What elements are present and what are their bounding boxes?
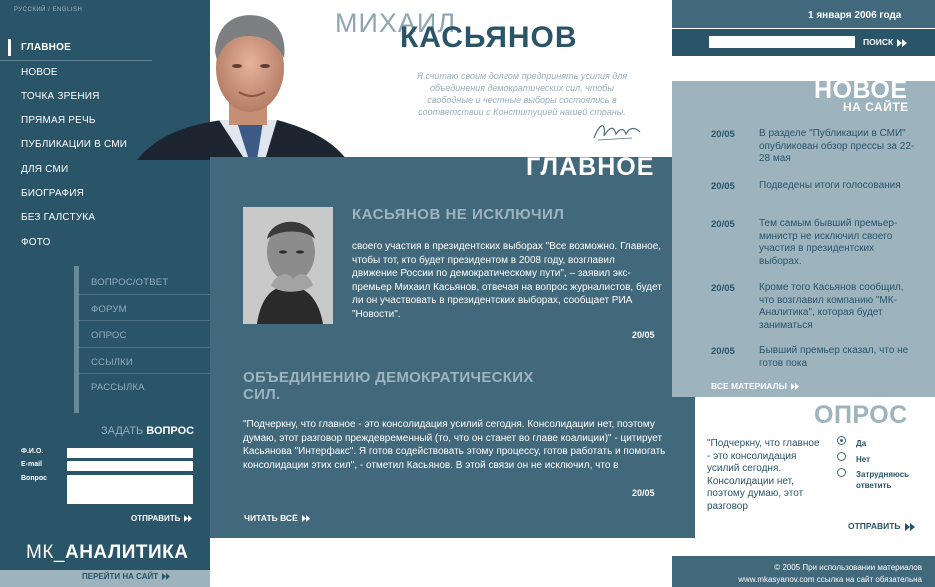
subnav-divider	[79, 373, 210, 374]
nav-item-for-media[interactable]: ДЛЯ СМИ	[21, 164, 69, 175]
poll-send-label: ОТПРАВИТЬ	[848, 521, 901, 531]
fio-field[interactable]	[67, 448, 193, 458]
article2-date: 20/05	[632, 488, 655, 498]
subnav-divider	[79, 294, 210, 295]
article2-text: "Подчеркну, что главное - это консолидация усилий сегодня. Консолидации нет, поэтому думаю, этот разговор преждевременный (то, что он станет во главе коалиции)" - цитирует Касьянова "Интерфакс". Я готов содействовать этому процессу, готов работать и помогать консолидации этих сил", - отметил Касьянов. В этой связи он не исключил, что в	[243, 419, 666, 471]
poll-title: ОПРОС	[814, 401, 908, 429]
news-title: НОВОЕ	[814, 76, 908, 104]
ask-question-title	[101, 425, 194, 437]
poll-radio-unsure[interactable]	[837, 468, 846, 477]
news-item-date: 20/05	[711, 219, 735, 230]
header-first-name: МИХАИЛ	[335, 8, 457, 38]
header-quote: Я считаю своим долгом предпринять усилия для объединения демократических сил, чтобы свободные и честные выборы состоялись в соответствии с Конституцией нашей страны.	[416, 71, 628, 117]
fio-label: Ф.И.О.	[21, 448, 44, 455]
poll-question: "Подчеркну, что главное - это консолидация усилий сегодня. Консолидации нет, поэтому думаю, этот разговор	[707, 438, 820, 512]
article1-title[interactable]: КАСЬЯНОВ НЕ ИСКЛЮЧИЛ	[352, 206, 565, 223]
ask-title-light: ЗАДАТЬ	[101, 425, 147, 437]
double-arrow-icon	[897, 39, 908, 47]
article1-date: 20/05	[632, 330, 655, 340]
go-site-link[interactable]	[82, 572, 171, 581]
search-input[interactable]	[709, 36, 855, 48]
double-arrow-icon	[791, 383, 800, 390]
ask-send-button[interactable]	[131, 514, 193, 523]
read-all-label: ЧИТАТЬ ВСЁ	[244, 513, 298, 523]
email-label: E-mail	[21, 461, 43, 468]
poll-option-unsure[interactable]: Затрудняюсь ответить	[856, 470, 910, 490]
ask-title-bold: ВОПРОС	[146, 425, 195, 437]
double-arrow-icon	[162, 573, 171, 580]
go-site-label: ПЕРЕЙТИ НА САЙТ	[82, 572, 159, 581]
ask-send-label: ОТПРАВИТЬ	[131, 514, 181, 523]
radio-dot-icon	[840, 439, 843, 442]
question-label: Вопрос	[21, 475, 47, 482]
header-last-name: КАСЬЯНОВ	[400, 21, 578, 54]
signature-icon	[592, 118, 642, 144]
article2-title[interactable]: ОБЪЕДИНЕНИЮ ДЕМОКРАТИЧЕСКИХ СИЛ.	[243, 369, 534, 403]
subnav-divider	[79, 347, 210, 348]
current-date: 1 января 2006 года	[808, 10, 902, 21]
article1-text: своего участия в президентских выборах "Все возможно. Главное, чтобы тот, кто будет президентом в 2008 году, возглавил движение России по демократическому пути", – заявил экс-премьер Михаил Касьянов, отвечая на вопрос журналистов, будет ли он участвовать в президентских выборах, сообщает РИА "Новости".	[352, 241, 662, 320]
nav-divider	[0, 60, 152, 61]
footer-line1: © 2005 При использовании материалов	[774, 563, 922, 572]
active-nav-marker	[8, 39, 11, 56]
poll-radio-yes[interactable]	[837, 436, 846, 445]
subnav-item-mailing[interactable]: РАССЫЛКА	[91, 382, 145, 393]
mk-logo-prefix: МК_	[26, 542, 65, 563]
double-arrow-icon	[184, 515, 193, 522]
mk-logo-name: АНАЛИТИКА	[64, 542, 189, 563]
nav-item-biography[interactable]: БИОГРАФИЯ	[21, 188, 85, 199]
nav-item-photo[interactable]: ФОТО	[21, 237, 51, 248]
subnav-divider	[79, 320, 210, 321]
news-item-text[interactable]: Кроме того Касьянов сообщил, что возглавил компанию "МК-Аналитика", которая будет заниматься	[759, 282, 904, 331]
subnav-item-qa[interactable]: ВОПРОС/ОТВЕТ	[91, 277, 169, 288]
nav-item-direct-speech[interactable]: ПРЯМАЯ РЕЧЬ	[21, 115, 96, 126]
email-field[interactable]	[67, 461, 193, 471]
news-item-date: 20/05	[711, 346, 735, 357]
search-button[interactable]	[863, 37, 908, 47]
mk-analytics-logo[interactable]	[26, 542, 188, 564]
subnav-bar	[74, 266, 79, 413]
double-arrow-icon	[905, 523, 916, 531]
main-section-title: ГЛАВНОЕ	[526, 153, 655, 181]
footer-line2: www.mkasyanov.com ссылка на сайт обязательна	[738, 575, 922, 584]
double-arrow-icon	[302, 515, 311, 522]
nav-item-no-tie[interactable]: БЕЗ ГАЛСТУКА	[21, 212, 96, 223]
footer-copyright	[680, 562, 922, 586]
subnav-item-forum[interactable]: ФОРУМ	[91, 304, 127, 315]
nav-item-new[interactable]: НОВОЕ	[21, 67, 58, 78]
news-item-text[interactable]: Подведены итоги голосования	[759, 180, 901, 191]
portrait-photo	[137, 0, 352, 160]
poll-radio-no[interactable]	[837, 452, 846, 461]
nav-item-publications[interactable]: ПУБЛИКАЦИИ В СМИ	[21, 139, 128, 150]
article-photo[interactable]	[243, 207, 333, 324]
all-materials-label: ВСЕ МАТЕРИАЛЫ	[711, 381, 787, 391]
news-subtitle: НА САЙТЕ	[843, 100, 909, 114]
news-item-text[interactable]: В разделе "Публикации в СМИ" опубликован обзор прессы за 22-28 мая	[759, 128, 915, 164]
news-item-text[interactable]: Тем самым бывший премьер-министр не исключил своего участия в президентских выборах.	[759, 218, 898, 267]
news-item-date: 20/05	[711, 129, 735, 140]
nav-item-viewpoint[interactable]: ТОЧКА ЗРЕНИЯ	[21, 91, 100, 102]
search-label: ПОИСК	[863, 37, 894, 47]
poll-option-yes[interactable]: Да	[856, 439, 867, 448]
subnav-item-poll[interactable]: ОПРОС	[91, 330, 127, 341]
poll-option-no[interactable]: Нет	[856, 455, 871, 464]
all-materials-link[interactable]	[711, 381, 800, 391]
nav-item-main[interactable]: ГЛАВНОЕ	[21, 42, 71, 53]
poll-send-button[interactable]	[848, 521, 916, 531]
news-item-text[interactable]: Бывший премьер сказал, что не готов пока	[759, 345, 909, 369]
subnav-item-links[interactable]: ССЫЛКИ	[91, 357, 133, 368]
language-switch[interactable]: РУССКИЙ / ENGLISH	[14, 7, 83, 13]
news-item-date: 20/05	[711, 181, 735, 192]
question-field[interactable]	[67, 475, 193, 504]
news-item-date: 20/05	[711, 283, 735, 294]
read-all-link[interactable]	[244, 513, 311, 523]
